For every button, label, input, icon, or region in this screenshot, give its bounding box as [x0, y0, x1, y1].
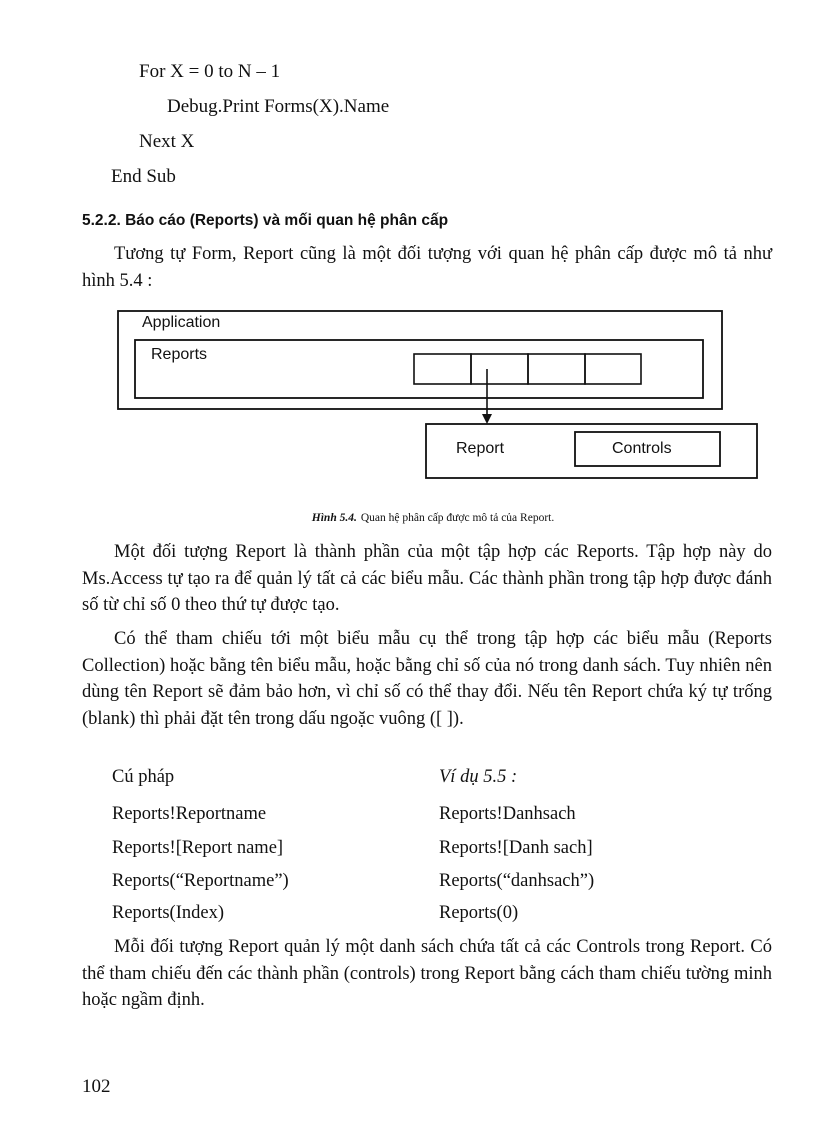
paragraph-2: Có thể tham chiếu tới một biểu mẫu cụ thể trong tập hợp các biểu mẫu (Reports Collection) hoặc bằng tên biểu mẫu, hoặc bằng chỉ số của nó trong danh sách. Tuy nhiên nên dùng tên Report sẽ đảm bảo hơn, vì chỉ số có thể thay đổi. Nếu tên Report chứa ký tự trống (blank) thì phải đặt tên trong dấu ngoặc vuông ([ ]).: [82, 629, 772, 729]
reports-box: [135, 340, 703, 398]
code-line-for: For X = 0 to N – 1: [139, 61, 281, 82]
syntax-row: [112, 838, 712, 864]
report-label: Report: [456, 440, 505, 457]
paragraph-1: Một đối tượng Report là thành phần của một tập hợp các Reports. Tập hợp này do Ms.Access tự tạo ra để quản lý tất cả các biểu mẫu. Các thành phần trong tập hợp được đánh số từ chỉ số 0 theo thứ tự được tạo.: [82, 542, 772, 615]
caption-text: Quan hệ phân cấp được mô tả của Report.: [360, 512, 555, 524]
collection-cell: [471, 354, 528, 384]
code-line-end-sub: End Sub: [111, 166, 176, 187]
reports-label: Reports: [151, 346, 208, 363]
syntax-cell: Reports!Reportname: [112, 804, 267, 824]
intro-paragraph: Tương tự Form, Report cũng là một đối tượng với quan hệ phân cấp được mô tả như hình 5.4 :: [82, 244, 772, 291]
code-line-debug-print: Debug.Print Forms(X).Name: [167, 96, 390, 117]
example-header: Ví dụ 5.5 :: [439, 767, 518, 787]
example-cell: Reports!Danhsach: [439, 804, 576, 824]
page-number: 102: [82, 1076, 111, 1097]
caption-label: Hình 5.4.: [311, 512, 357, 524]
syntax-cell: Reports(“Reportname”): [112, 871, 289, 891]
syntax-cell: Reports(Index): [112, 903, 224, 923]
section-heading: 5.2.2. Báo cáo (Reports) và mối quan hệ phân cấp: [82, 212, 449, 229]
figure-caption: [0, 512, 816, 524]
paragraph-3: Mỗi đối tượng Report quản lý một danh sách chứa tất cả các Controls trong Report. Có thể tham chiếu đến các thành phần (controls) trong Report bằng cách tham chiếu tường minh hoặc ngầm định.: [82, 937, 772, 1010]
collection-cell: [528, 354, 585, 384]
example-cell: Reports![Danh sach]: [439, 838, 593, 858]
syntax-cell: Reports![Report name]: [112, 838, 284, 858]
syntax-header-row: [112, 767, 712, 793]
connector-arrowhead: [482, 414, 492, 424]
collection-cell: [585, 354, 641, 384]
syntax-row: [112, 903, 712, 929]
example-cell: Reports(“danhsach”): [439, 871, 595, 891]
syntax-row: [112, 871, 712, 897]
application-label: Application: [142, 314, 221, 331]
controls-label: Controls: [612, 440, 672, 457]
example-cell: Reports(0): [439, 903, 519, 923]
syntax-row: [112, 804, 712, 830]
code-line-next: Next X: [139, 131, 195, 152]
syntax-header: Cú pháp: [112, 767, 175, 787]
collection-cell: [414, 354, 471, 384]
